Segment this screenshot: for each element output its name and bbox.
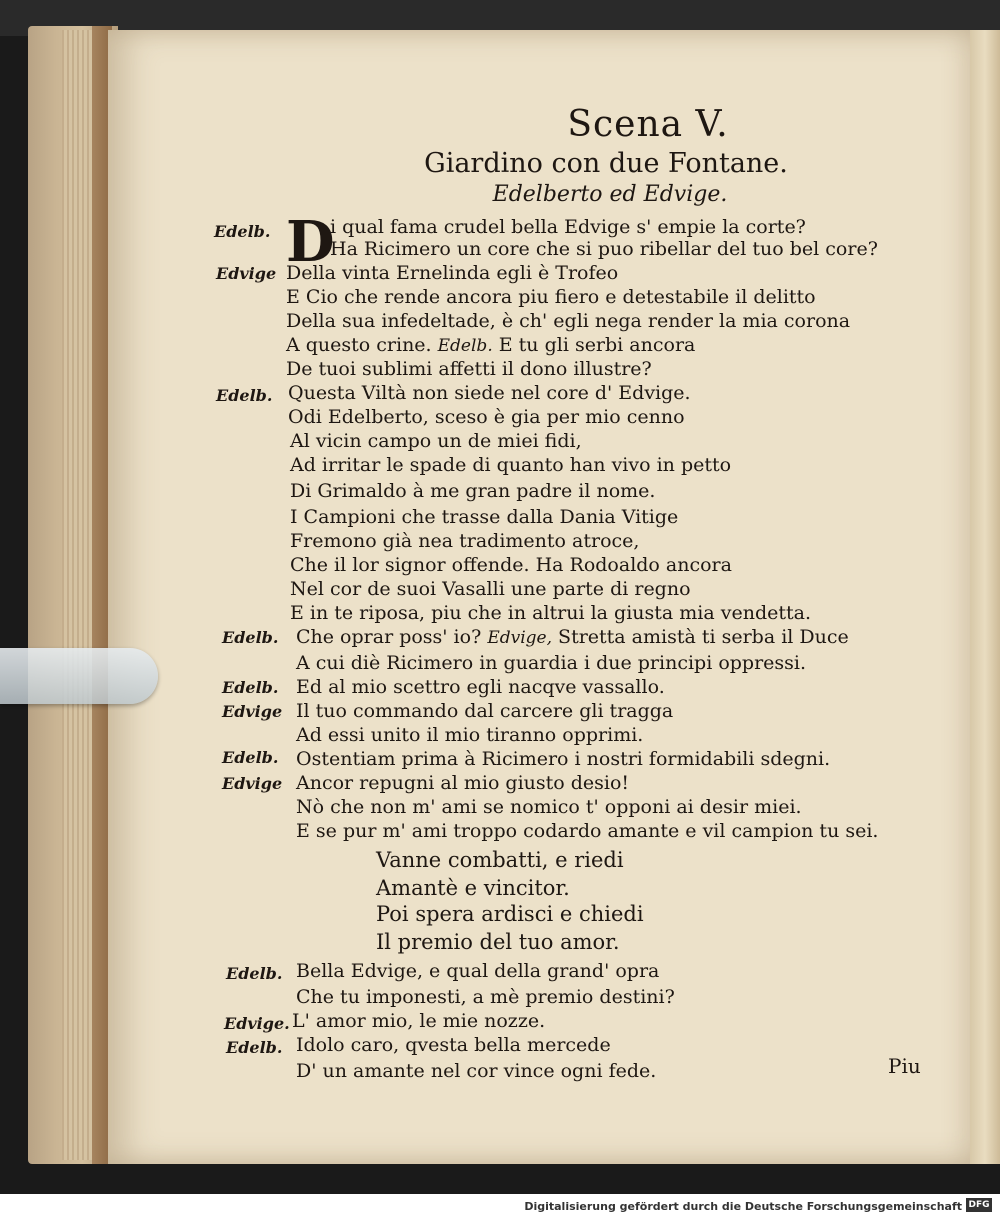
verse-line: i qual fama crudel bella Edvige s' empie la corte? [330, 216, 806, 238]
verse-line: E in te riposa, piu che in altrui la giusta mia vendetta. [290, 602, 811, 624]
speaker-label: Edelb. [222, 748, 279, 767]
verse-line: Ad essi unito il mio tiranno opprimi. [296, 724, 644, 746]
verse-line: L' amor mio, le mie nozze. [292, 1010, 546, 1032]
speaker-label: Edvige [222, 774, 283, 793]
speaker-label: Edelb. [226, 964, 283, 983]
verse-line: Idolo caro, qvesta bella mercede [296, 1034, 611, 1056]
inline-speaker-cue: Edvige, [487, 628, 552, 648]
speaker-label: Edelb. [216, 386, 273, 405]
catchword: Piu [888, 1054, 921, 1078]
verse-line [286, 334, 695, 356]
verse-line: Ed al mio scettro egli nacqve vassallo. [296, 676, 665, 698]
speaker-label: Edvige [222, 702, 283, 721]
verse-line: E Cio che rende ancora piu fiero e detestabile il delitto [286, 286, 816, 308]
scan-background-bottom [0, 1164, 1000, 1194]
dfg-logo: DFG [966, 1198, 992, 1212]
verse-text: A questo crine. [286, 334, 432, 356]
scene-title: Scena V. [567, 104, 729, 145]
verse-line: Ancor repugni al mio giusto desio! [296, 772, 630, 794]
verse-line [296, 626, 849, 648]
verse-text: Stretta amistà ti serba il Duce [558, 626, 849, 648]
verse-line: Di Grimaldo à me gran padre il nome. [290, 480, 656, 502]
verse-line: Questa Viltà non siede nel core d' Edvige. [288, 382, 691, 404]
aria-line: Il premio del tuo amor. [376, 930, 620, 954]
inline-speaker-cue: Edelb. [437, 336, 493, 356]
verse-line: Il tuo commando dal carcere gli tragga [296, 700, 674, 722]
bookmark-clip [0, 648, 158, 704]
speaker-label: Edelb. [222, 628, 279, 647]
verse-line: Della vinta Ernelinda egli è Trofeo [286, 262, 619, 284]
verse-line: D' un amante nel cor vince ogni fede. [296, 1060, 657, 1082]
verse-line: Ha Ricimero un core che si puo ribellar del tuo bel core? [330, 238, 878, 260]
verse-line: Che tu imponesti, a mè premio destini? [296, 986, 675, 1008]
verse-line: I Campioni che trasse dalla Dania Vitige [290, 506, 679, 528]
funding-credit: Digitalisierung gefördert durch die Deutsche Forschungsgemeinschaft [524, 1200, 962, 1213]
verse-line: Nò che non m' ami se nomico t' opponi ai desir miei. [296, 796, 802, 818]
scene-characters: Edelberto ed Edvige. [492, 182, 728, 207]
verse-line: E se pur m' ami troppo codardo amante e vil campion tu sei. [296, 820, 879, 842]
verse-line: Al vicin campo un de miei fidi, [290, 430, 582, 452]
verse-text: Che oprar poss' io? [296, 626, 482, 648]
verse-line: A cui diè Ricimero in guardia i due principi oppressi. [296, 652, 807, 674]
speaker-label: Edelb. [222, 678, 279, 697]
verse-line: De tuoi sublimi affetti il dono illustre? [286, 358, 652, 380]
verse-line: Fremono già nea tradimento atroce, [290, 530, 640, 552]
verse-line: Ostentiam prima à Ricimero i nostri formidabili sdegni. [296, 748, 831, 770]
speaker-label: Edvige [216, 264, 277, 283]
aria-line: Amantè e vincitor. [376, 876, 570, 900]
drop-capital: D [286, 209, 335, 275]
facing-page-edge [970, 30, 1000, 1164]
scene-setting: Giardino con due Fontane. [424, 148, 788, 179]
speaker-label: Edelb. [214, 222, 271, 241]
verse-line: Ad irritar le spade di quanto han vivo in petto [290, 454, 732, 476]
verse-line: Bella Edvige, e qual della grand' opra [296, 960, 660, 982]
speaker-label: Edvige. [224, 1014, 290, 1033]
aria-line: Vanne combatti, e riedi [376, 848, 624, 872]
verse-line: Che il lor signor offende. Ha Rodoaldo ancora [290, 554, 732, 576]
verse-text: E tu gli serbi ancora [498, 334, 696, 356]
verse-line: Nel cor de suoi Vasalli une parte di regno [290, 578, 691, 600]
speaker-label: Edelb. [226, 1038, 283, 1057]
aria-line: Poi spera ardisci e chiedi [376, 902, 644, 926]
verse-line: Della sua infedeltade, è ch' egli nega render la mia corona [286, 310, 851, 332]
verse-line: Odi Edelberto, sceso è gia per mio cenno [288, 406, 685, 428]
